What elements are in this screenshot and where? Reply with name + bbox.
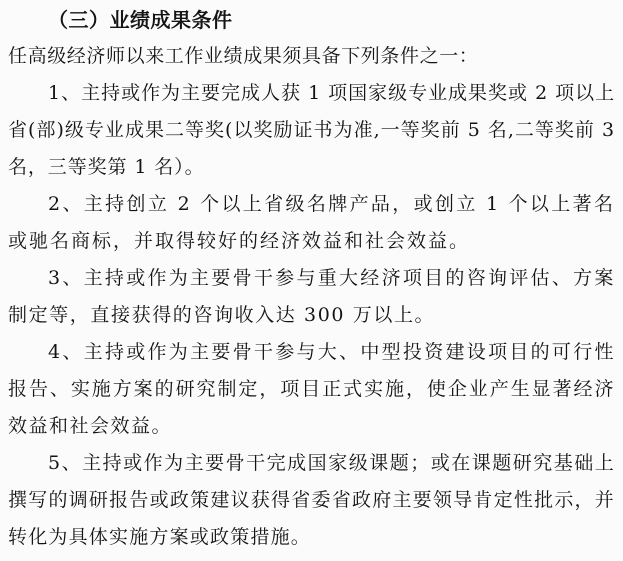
condition-item-3: 3、主持或作为主要骨干参与重大经济项目的咨询评估、方案制定等，直接获得的咨询收入达 300 万以上。 xyxy=(8,267,615,326)
condition-item-2: 2、主持创立 2 个以上省级名牌产品，或创立 1 个以上著名或驰名商标，并取得较好的经济效益和社会效益。 xyxy=(8,193,615,252)
condition-item-4: 4、主持或作为主要骨干参与大、中型投资建设项目的可行性报告、实施方案的研究制定，项目正式实施，使企业产生显著经济效益和社会效益。 xyxy=(8,341,615,437)
intro-paragraph: 任高级经济师以来工作业绩成果须具备下列条件之一： xyxy=(8,45,479,67)
condition-item-5: 5、主持或作为主要骨干完成国家级课题；或在课题研究基础上撰写的调研报告或政策建议获得省委省政府主要领导肯定性批示，并转化为具体实施方案或政策措施。 xyxy=(8,452,615,548)
section-heading: （三）业绩成果条件 xyxy=(48,8,233,32)
condition-item-1: 1、主持或作为主要完成人获 1 项国家级专业成果奖或 2 项以上省(部)级专业成果二等奖(以奖励证书为准,一等奖前 5 名,二等奖前 3 名，三等奖第 1 名）。 xyxy=(8,82,615,178)
